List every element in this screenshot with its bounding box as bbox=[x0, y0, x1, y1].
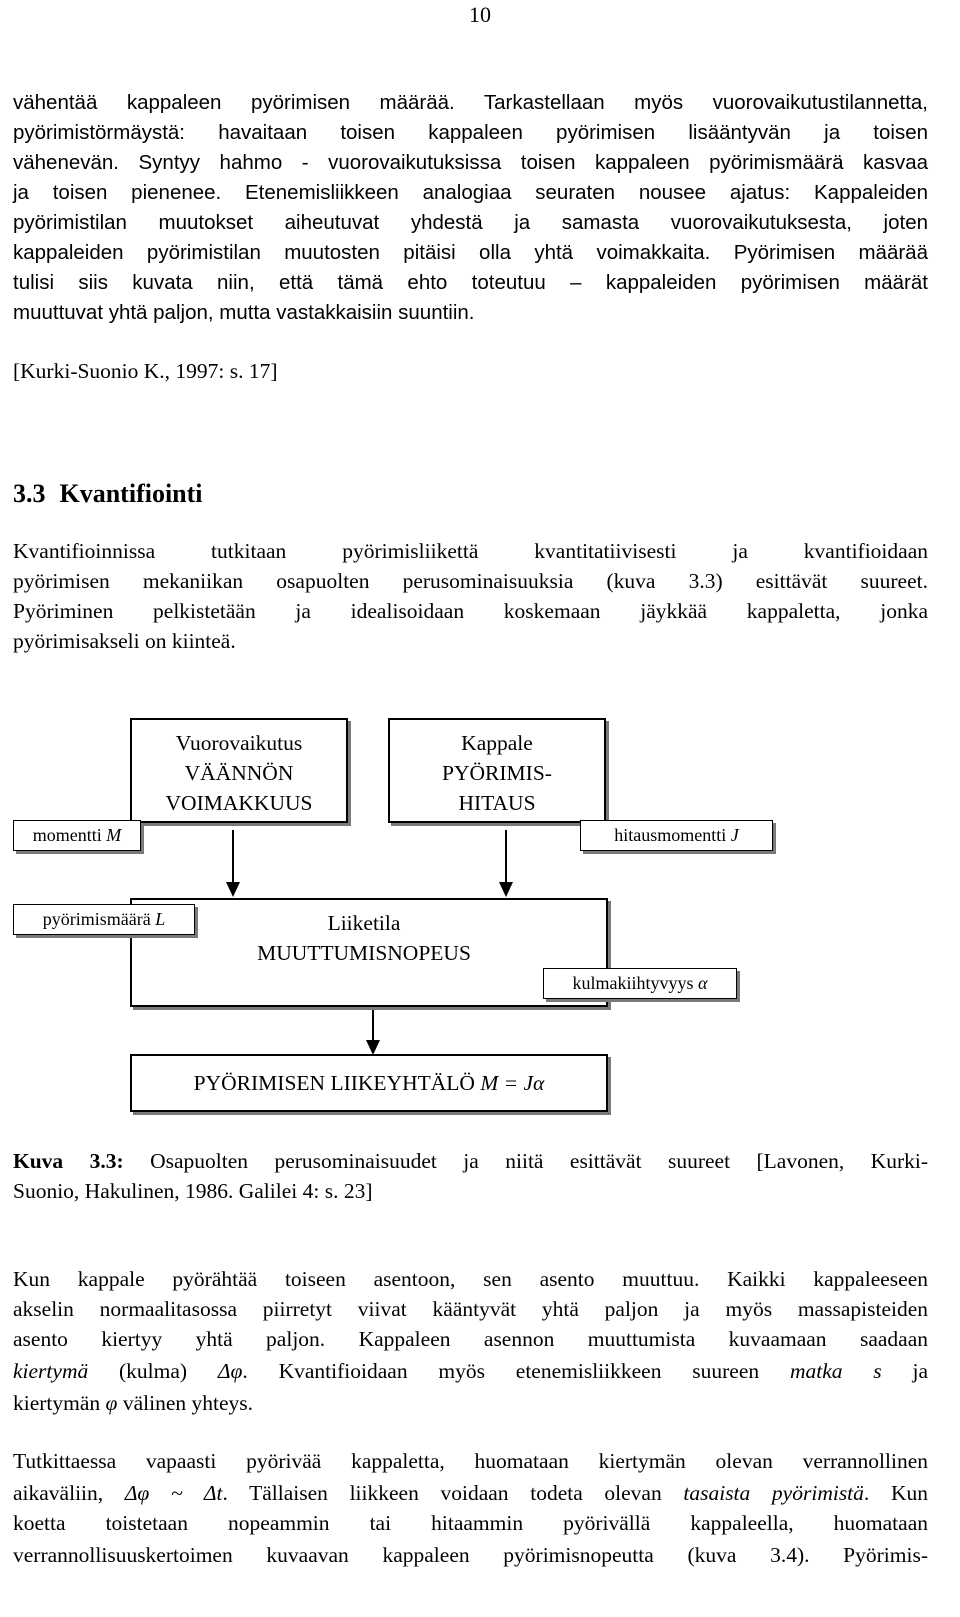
label-text: momentti bbox=[32, 825, 102, 845]
angular-momentum-label bbox=[13, 904, 195, 935]
paragraph-line: pyörimisakseli on kiinteä. bbox=[13, 629, 236, 653]
box-line: VOIMAKKUUS bbox=[165, 791, 313, 815]
label-text: hitausmomentti bbox=[614, 825, 727, 845]
paragraph-line bbox=[13, 1356, 928, 1386]
text-span: ja bbox=[881, 1359, 928, 1383]
paragraph-line: Tutkittaessa vapaasti pyörivää kappaletta, huomataan kiertymän olevan verrannollinen bbox=[13, 1449, 928, 1473]
paragraph-line: pyörimisen mekaniikan osapuolten perusominaisuuksia (kuva 3.3) esittävät suureet. bbox=[13, 569, 928, 593]
text-span: välinen yhteys. bbox=[117, 1391, 253, 1415]
equation-formula: M = Jα bbox=[480, 1071, 545, 1095]
paragraph-line: Pyöriminen pelkistetään ja idealisoidaan koskemaan jäykkää kappaletta, jonka bbox=[13, 599, 928, 623]
box-line: MUUTTUMISNOPEUS bbox=[257, 941, 471, 965]
text-span: . Kun bbox=[863, 1481, 928, 1505]
paragraph-line: Kvantifioinnissa tutkitaan pyörimisliikettä kvantitatiivisesti ja kvantifioidaan bbox=[13, 539, 928, 563]
box-line: Vuorovaikutus bbox=[175, 731, 303, 755]
paragraph-line: akselin normaalitasossa piirretyt viivat kääntyvät yhtä paljon ja myös massapisteiden bbox=[13, 1297, 928, 1321]
text-span: aikaväliin, bbox=[13, 1481, 125, 1505]
paragraph-line: pyörimistörmäystä: havaitaan toisen kappaleen pyörimisen lisääntyvän ja toisen bbox=[13, 121, 928, 144]
box-line: Liiketila bbox=[327, 911, 401, 935]
symbol-text: Δφ ~ Δt bbox=[124, 1481, 223, 1505]
text-span: kiertymän bbox=[13, 1391, 106, 1415]
symbol-text: J bbox=[730, 825, 739, 845]
paragraph-line: ja toisen pienenee. Etenemisliikkeen analogiaa seuraten nousee ajatus: Kappaleiden bbox=[13, 181, 928, 204]
arrow-3 bbox=[366, 1010, 380, 1055]
caption-label: Kuva 3.3: bbox=[13, 1149, 124, 1173]
caption-line bbox=[13, 1146, 928, 1176]
caption-text: Osapuolten perusominaisuudet ja niitä esittävät suureet [Lavonen, Kurki- bbox=[150, 1149, 928, 1173]
arrow-1 bbox=[226, 830, 240, 897]
caption-line: Suonio, Hakulinen, 1986. Galilei 4: s. 23] bbox=[13, 1179, 373, 1203]
symbol-text: M bbox=[106, 825, 122, 845]
term-text: tasaista pyörimistä bbox=[683, 1481, 864, 1505]
box-line: VÄÄNNÖN bbox=[184, 761, 294, 785]
box-line: HITAUS bbox=[458, 791, 536, 815]
section-title: Kvantifiointi bbox=[59, 479, 203, 508]
term-text: kiertymä bbox=[13, 1359, 89, 1383]
paragraph-line: verrannollisuuskertoimen kuvaavan kappaleen pyörimisnopeutta (kuva 3.4). Pyörimis- bbox=[13, 1543, 928, 1567]
page-number: 10 bbox=[469, 2, 491, 27]
arrow-2 bbox=[499, 830, 513, 897]
angular-acceleration-label bbox=[543, 968, 737, 999]
paragraph-line: kappaleiden pyörimistilan muutosten pitäisi olla yhtä voimakkaita. Pyörimisen määrää bbox=[13, 241, 928, 264]
paragraph-line: koetta toistetaan nopeammin tai hitaammin pyörivällä kappaleella, huomataan bbox=[13, 1511, 928, 1535]
text-span: (kulma) bbox=[88, 1359, 218, 1383]
box-line: Kappale bbox=[461, 731, 533, 755]
symbol-text: φ bbox=[105, 1391, 118, 1415]
box-line: PYÖRIMIS- bbox=[442, 761, 552, 785]
section-number: 3.3 bbox=[13, 479, 46, 508]
symbol-text: L bbox=[155, 909, 166, 929]
citation: [Kurki-Suonio K., 1997: s. 17] bbox=[13, 359, 278, 383]
text-span: . Tällaisen liikkeen voidaan todeta olevan bbox=[222, 1481, 684, 1505]
paragraph-line: asento kiertyy yhtä paljon. Kappaleen asennon muuttumista kuvaamaan saadaan bbox=[13, 1327, 928, 1351]
equation-box bbox=[130, 1054, 608, 1112]
paragraph-line: pyörimistilan muutokset aiheutuvat yhdestä ja samasta vuorovaikutuksesta, joten bbox=[13, 211, 928, 234]
term-text: matka s bbox=[789, 1359, 882, 1383]
paragraph-line bbox=[13, 1478, 928, 1508]
symbol-text: Δφ bbox=[217, 1359, 243, 1383]
equation-text: PYÖRIMISEN LIIKEYHTÄLÖ bbox=[193, 1071, 475, 1095]
paragraph-line bbox=[13, 1388, 928, 1418]
paragraph-line: vähentää kappaleen pyörimisen määrää. Tarkastellaan myös vuorovaikutustilannetta, bbox=[13, 91, 928, 114]
text-span: . Kvantifioidaan myös etenemisliikkeen suureen bbox=[242, 1359, 790, 1383]
symbol-text: α bbox=[698, 973, 708, 993]
paragraph-line: vähenevän. Syntyy hahmo - vuorovaikutuksissa toisen kappaleen pyörimismäärä kasvaa bbox=[13, 151, 928, 174]
paragraph-line: Kun kappale pyörähtää toiseen asentoon, sen asento muuttuu. Kaikki kappaleeseen bbox=[13, 1267, 928, 1291]
label-text: kulmakiihtyvyys bbox=[572, 973, 694, 993]
paragraph-line: muuttuvat yhtä paljon, mutta vastakkaisiin suuntiin. bbox=[13, 301, 475, 324]
paragraph-line: tulisi siis kuvata niin, että tämä ehto toteutuu – kappaleiden pyörimisen määrät bbox=[13, 271, 928, 294]
motion-box bbox=[130, 898, 608, 1007]
label-text: pyörimismäärä bbox=[42, 909, 151, 929]
